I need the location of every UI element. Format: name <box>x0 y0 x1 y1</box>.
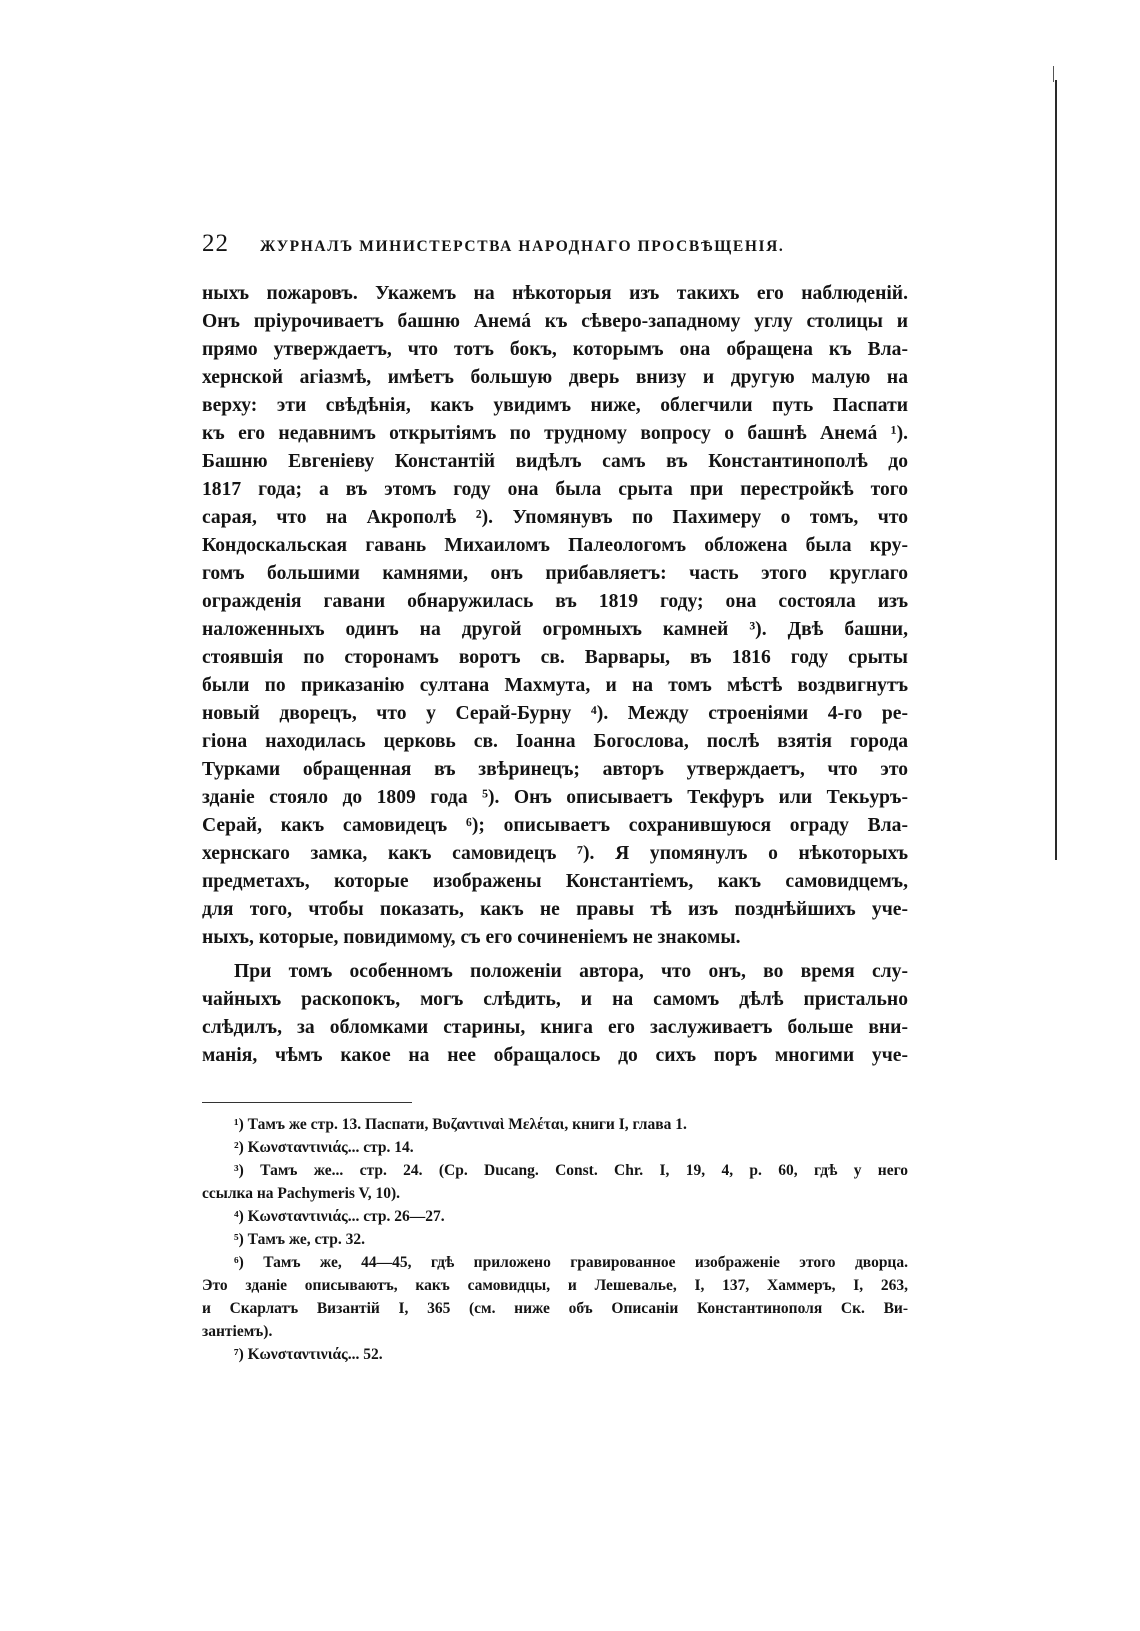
text-line: къ его недавнимъ открытіямъ по трудному вопросу о башнѣ Анемá ¹). <box>202 423 908 444</box>
text-line: прямо утверждаетъ, что тотъ бокъ, которымъ она обращена къ Вла- <box>202 339 908 360</box>
text-line: Кондоскальская гавань Михаиломъ Палеологомъ обложена была кру- <box>202 535 908 556</box>
text-line: хернской агіазмѣ, имѣетъ большую дверь внизу и другую малую на <box>202 367 908 388</box>
text-line: манія, чѣмъ какое на нее обращалось до сихъ поръ многими уче- <box>202 1045 908 1066</box>
footnote-divider <box>202 1102 412 1103</box>
text-line: чайныхъ раскопокъ, могъ слѣдить, и на самомъ дѣлѣ пристально <box>202 989 908 1010</box>
footnote-line: Это зданіе описываютъ, какъ самовидцы, и Лешевалье, I, 137, Хаммеръ, I, 263, <box>202 1277 908 1294</box>
text-line: зданіе стояло до 1809 года ⁵). Онъ описываетъ Текфуръ или Текьуръ- <box>202 787 908 808</box>
footnote-line: ³) Тамъ же... стр. 24. (Ср. Ducang. Const. Chr. I, 19, 4, p. 60, гдѣ у него <box>234 1162 908 1179</box>
footnote-line: и Скарлатъ Византій I, 365 (см. ниже объ Описаніи Константинополя Ск. Ви- <box>202 1300 908 1317</box>
text-line: гомъ большими камнями, онъ прибавляетъ: часть этого круглаго <box>202 563 908 584</box>
footnote-line: ⁶) Тамъ же, 44—45, гдѣ приложено гравированное изображеніе этого дворца. <box>234 1254 908 1271</box>
text-line: хернскаго замка, какъ самовидецъ ⁷). Я упомянулъ о нѣкоторыхъ <box>202 843 908 864</box>
text-line: гіона находилась церковь св. Іоанна Богослова, послѣ взятія города <box>202 731 908 752</box>
footnote-line: ссылка на Pachymeris V, 10). <box>202 1185 400 1202</box>
main-text <box>202 280 908 1070</box>
text-line: При томъ особенномъ положеніи автора, что онъ, во время слу- <box>234 961 908 982</box>
footnote-line: ²) Κωνσταντινιάς... стр. 14. <box>234 1139 414 1156</box>
footnote-line: ⁵) Тамъ же, стр. 32. <box>234 1231 365 1248</box>
text-line: слѣдилъ, за обломками старины, книга его заслуживаетъ больше вни- <box>202 1017 908 1038</box>
text-line: ныхъ, которые, повидимому, съ его сочиненіемъ не знакомы. <box>202 927 741 948</box>
footnote-line: ⁷) Κωνσταντινιάς... 52. <box>234 1346 383 1363</box>
text-line: верху: эти свѣдѣнія, какъ увидимъ ниже, облегчили путь Паспати <box>202 395 908 416</box>
text-line: 1817 года; а въ этомъ году она была срыта при перестройкѣ того <box>202 479 908 500</box>
running-title: ЖУРНАЛЪ МИНИСТЕРСТВА НАРОДНАГО ПРОСВѢЩЕНІЯ. <box>260 238 785 255</box>
text-line: сарая, что на Акрополѣ ²). Упомянувъ по Пахимеру о томъ, что <box>202 507 908 528</box>
text-line: ныхъ пожаровъ. Укажемъ на нѣкоторыя изъ такихъ его наблюденій. <box>202 283 908 304</box>
text-line: предметахъ, которые изображены Константіемъ, какъ самовидцемъ, <box>202 871 908 892</box>
text-line: Онъ пріурочиваетъ башню Анемá къ сѣверо-западному углу столицы и <box>202 311 908 332</box>
footnote-line: ⁴) Κωνσταντινιάς... стр. 26—27. <box>234 1208 445 1225</box>
footnote-line: зантіемъ). <box>202 1323 273 1340</box>
text-line: наложенныхъ одинъ на другой огромныхъ камней ³). Двѣ башни, <box>202 619 908 640</box>
footnote-line: ¹) Тамъ же стр. 13. Паспати, Βυζαντιναὶ Μελέται, книги I, глава 1. <box>234 1116 687 1133</box>
scan-margin-rule <box>1055 80 1057 860</box>
page-header <box>202 230 908 264</box>
footnotes <box>202 1113 908 1366</box>
text-line: Турками обращенная въ звѣринецъ; авторъ утверждаетъ, что это <box>202 759 908 780</box>
scan-margin-mark <box>1053 66 1054 82</box>
text-line: стоявшія по сторонамъ воротъ св. Варвары, въ 1816 году срыты <box>202 647 908 668</box>
text-line: Башню Евгеніеву Константій видѣлъ самъ въ Константинополѣ до <box>202 451 908 472</box>
text-line: для того, чтобы показать, какъ не правы тѣ изъ позднѣйшихъ уче- <box>202 899 908 920</box>
text-line: были по приказанію султана Махмута, и на томъ мѣстѣ воздвигнутъ <box>202 675 908 696</box>
text-line: новый дворецъ, что у Серай-Бурну ⁴). Между строеніями 4-го ре- <box>202 703 908 724</box>
text-line: огражденія гавани обнаружилась въ 1819 году; она состояла изъ <box>202 591 908 612</box>
page-number: 22 <box>202 230 229 257</box>
text-line: Серай, какъ самовидецъ ⁶); описываетъ сохранившуюся ограду Вла- <box>202 815 908 836</box>
page-content <box>202 230 908 1366</box>
